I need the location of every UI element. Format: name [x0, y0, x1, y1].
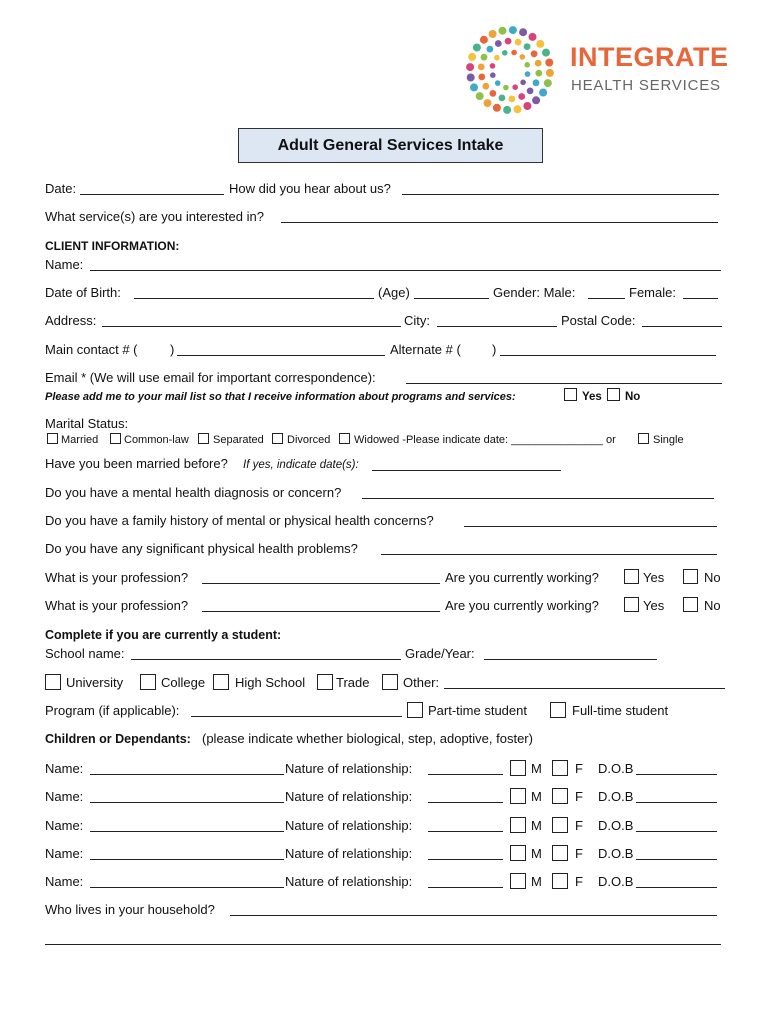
logo-dot: [493, 104, 501, 112]
logo-dot: [511, 50, 517, 56]
child-dob-label: D.O.B: [598, 846, 634, 861]
age-label: (Age): [378, 285, 410, 300]
part-time-label: Part-time student: [428, 703, 527, 718]
common-law-label: Common-law: [124, 434, 189, 446]
single-label: Single: [653, 434, 684, 446]
grade-field[interactable]: [484, 659, 657, 660]
household-field[interactable]: [230, 915, 717, 916]
college-label: College: [161, 675, 206, 690]
logo-dot: [495, 40, 502, 47]
gender-male-label: Gender: Male:: [493, 285, 576, 300]
logo-dot: [499, 27, 507, 35]
widowed-label: Widowed -Please indicate date: _______________ or: [354, 434, 616, 446]
school-name-field[interactable]: [131, 659, 401, 660]
divorced-label: Divorced: [287, 434, 331, 446]
mail-list-no-label: No: [625, 391, 641, 403]
logo-dot: [531, 50, 538, 57]
logo-dot: [527, 88, 534, 95]
child-male-checkbox-4[interactable]: [510, 845, 526, 861]
child-female-label: F: [575, 761, 583, 776]
mental-health-field[interactable]: [362, 498, 714, 499]
working-no-checkbox[interactable]: [683, 569, 698, 584]
child-male-checkbox-3[interactable]: [510, 817, 526, 833]
logo-dot: [519, 28, 527, 36]
logo-dot: [539, 89, 547, 97]
child-female-checkbox-2[interactable]: [552, 788, 568, 804]
child-female-checkbox-3[interactable]: [552, 817, 568, 833]
working-yes-checkbox-2[interactable]: [624, 597, 639, 612]
child-female-label: F: [575, 874, 583, 889]
physical-health-field[interactable]: [381, 554, 717, 555]
logo-dot: [483, 83, 490, 90]
postal-label: Postal Code:: [561, 313, 636, 328]
logo-dot: [484, 99, 492, 107]
married-before-field[interactable]: [372, 470, 561, 471]
child-dob-label: D.O.B: [598, 874, 634, 889]
working-no-label: No: [704, 570, 721, 585]
child-name-field-5[interactable]: [90, 887, 284, 888]
logo-dot: [502, 50, 508, 56]
child-relationship-field-2[interactable]: [428, 802, 503, 803]
grade-label: Grade/Year:: [405, 646, 475, 661]
married-before-label: Have you been married before?: [45, 456, 228, 471]
child-female-label: F: [575, 846, 583, 861]
child-dob-label: D.O.B: [598, 761, 634, 776]
date-label: Date:: [45, 181, 77, 196]
logo-dot: [512, 84, 518, 90]
address-field[interactable]: [102, 326, 401, 327]
logo-subtitle: HEALTH SERVICES: [571, 77, 721, 94]
logo-dot: [489, 30, 497, 38]
services-field[interactable]: [281, 222, 718, 223]
family-history-label: Do you have a family history of mental or physical health concerns?: [45, 513, 434, 528]
child-relationship-label: Nature of relationship:: [285, 818, 413, 833]
female-field[interactable]: [683, 298, 718, 299]
mail-list-yes-checkbox[interactable]: [564, 388, 577, 401]
marital-status-label: Marital Status:: [45, 416, 129, 431]
child-relationship-field-3[interactable]: [428, 831, 503, 832]
child-female-checkbox-1[interactable]: [552, 760, 568, 776]
city-label: City:: [404, 313, 430, 328]
dob-field[interactable]: [134, 298, 374, 299]
logo-dot: [520, 54, 526, 60]
mail-list-no-checkbox[interactable]: [607, 388, 620, 401]
logo-dot: [545, 59, 553, 67]
child-male-checkbox-5[interactable]: [510, 873, 526, 889]
married-before-note: If yes, indicate date(s):: [243, 459, 359, 471]
date-field[interactable]: [80, 194, 224, 195]
child-relationship-label: Nature of relationship:: [285, 846, 413, 861]
logo-dot: [487, 46, 494, 53]
logo-dot: [505, 38, 512, 45]
physical-health-label: Do you have any significant physical health problems?: [45, 541, 358, 556]
full-time-label: Full-time student: [572, 703, 669, 718]
other-label: Other:: [403, 675, 440, 690]
working-no-checkbox-2[interactable]: [683, 597, 698, 612]
child-relationship-label: Nature of relationship:: [285, 789, 413, 804]
logo-ring-icon: [462, 22, 558, 118]
child-female-checkbox-4[interactable]: [552, 845, 568, 861]
logo-dot: [478, 64, 485, 71]
logo-dot: [514, 105, 522, 113]
logo-dot: [529, 33, 537, 41]
high-school-checkbox[interactable]: [213, 674, 229, 690]
household-field-2[interactable]: [45, 944, 721, 945]
child-relationship-field-4[interactable]: [428, 859, 503, 860]
logo-dot: [515, 39, 522, 46]
trade-checkbox[interactable]: [317, 674, 333, 690]
trade-label: Trade: [336, 675, 370, 690]
logo-dot: [494, 55, 500, 61]
child-male-checkbox-2[interactable]: [510, 788, 526, 804]
profession-field[interactable]: [202, 583, 440, 584]
child-female-checkbox-5[interactable]: [552, 873, 568, 889]
logo-dot: [473, 44, 481, 52]
logo-dot: [481, 54, 488, 61]
address-label: Address:: [45, 313, 97, 328]
logo-dot: [525, 71, 531, 77]
logo-dot: [503, 106, 511, 114]
logo-dot: [499, 95, 506, 102]
logo-dot: [542, 49, 550, 57]
alternate-field[interactable]: [500, 355, 716, 356]
child-name-label: Name:: [45, 818, 84, 833]
widowed-checkbox[interactable]: [339, 433, 350, 444]
profession-field-2[interactable]: [202, 611, 440, 612]
logo-dot: [523, 102, 531, 110]
profession-label-2: What is your profession?: [45, 598, 189, 613]
high-school-label: High School: [235, 675, 306, 690]
child-name-label: Name:: [45, 846, 84, 861]
profession-label: What is your profession?: [45, 570, 189, 585]
child-dob-field-1[interactable]: [636, 774, 717, 775]
university-checkbox[interactable]: [45, 674, 61, 690]
logo-dot: [546, 69, 554, 77]
child-name-label: Name:: [45, 789, 84, 804]
child-male-label: M: [531, 846, 542, 861]
child-relationship-label: Nature of relationship:: [285, 761, 413, 776]
dob-label: Date of Birth:: [45, 285, 121, 300]
child-relationship-field-1[interactable]: [428, 774, 503, 775]
children-heading: Children or Dependants:: [45, 732, 191, 746]
child-dob-field-5[interactable]: [636, 887, 717, 888]
main-contact-label: Main contact # (: [45, 342, 138, 357]
logo-dot: [509, 26, 517, 34]
child-female-label: F: [575, 789, 583, 804]
logo-dot: [536, 40, 544, 48]
age-field[interactable]: [414, 298, 489, 299]
married-label: Married: [61, 434, 99, 446]
postal-field[interactable]: [642, 326, 722, 327]
household-label: Who lives in your household?: [45, 902, 215, 917]
mail-list-note: Please add me to your mail list so that I receive information about programs and services:: [45, 391, 516, 403]
working-label-2: Are you currently working?: [445, 598, 599, 613]
logo-dot: [480, 36, 488, 44]
full-time-checkbox[interactable]: [550, 702, 566, 718]
name-field[interactable]: [90, 270, 721, 271]
family-history-field[interactable]: [464, 526, 717, 527]
child-dob-label: D.O.B: [598, 818, 634, 833]
logo-dot: [495, 80, 501, 86]
college-checkbox[interactable]: [140, 674, 156, 690]
other-checkbox[interactable]: [382, 674, 398, 690]
mental-health-label: Do you have a mental health diagnosis or concern?: [45, 485, 342, 500]
child-name-field-2[interactable]: [90, 802, 284, 803]
child-dob-label: D.O.B: [598, 789, 634, 804]
working-no-label-2: No: [704, 598, 721, 613]
program-field[interactable]: [191, 716, 402, 717]
child-dob-field-2[interactable]: [636, 802, 717, 803]
logo-dot: [468, 53, 476, 61]
child-name-label: Name:: [45, 761, 84, 776]
client-info-heading: CLIENT INFORMATION:: [45, 239, 180, 253]
child-dob-field-3[interactable]: [636, 831, 717, 832]
logo-dot: [535, 70, 542, 77]
logo-wordmark: INTEGRATE: [570, 42, 729, 72]
logo-dot: [524, 43, 531, 50]
logo-dot: [533, 79, 540, 86]
city-field[interactable]: [437, 326, 557, 327]
logo-dot: [524, 62, 530, 68]
logo-dot: [490, 63, 496, 69]
child-male-label: M: [531, 818, 542, 833]
divorced-checkbox[interactable]: [272, 433, 283, 444]
part-time-checkbox[interactable]: [407, 702, 423, 718]
child-male-label: M: [531, 761, 542, 776]
services-label: What service(s) are you interested in?: [45, 209, 264, 224]
separated-label: Separated: [213, 434, 264, 446]
program-label: Program (if applicable):: [45, 703, 180, 718]
logo-dot: [466, 63, 474, 71]
logo-dot: [532, 96, 540, 104]
logo-dot: [520, 80, 526, 86]
children-note: (please indicate whether biological, step, adoptive, foster): [202, 731, 533, 746]
working-yes-label-2: Yes: [643, 598, 665, 613]
logo-dot: [470, 83, 478, 91]
mail-list-yes-label: Yes: [582, 391, 602, 403]
child-name-label: Name:: [45, 874, 84, 889]
child-name-field-4[interactable]: [90, 859, 284, 860]
form-title: Adult General Services Intake: [238, 128, 543, 163]
single-checkbox[interactable]: [638, 433, 649, 444]
school-name-label: School name:: [45, 646, 125, 661]
working-label: Are you currently working?: [445, 570, 599, 585]
university-label: University: [66, 675, 124, 690]
student-heading: Complete if you are currently a student:: [45, 628, 282, 642]
logo-dot: [518, 93, 525, 100]
female-label: Female:: [629, 285, 676, 300]
child-male-label: M: [531, 789, 542, 804]
logo-dot: [544, 79, 552, 87]
other-field[interactable]: [444, 688, 725, 689]
email-field[interactable]: [406, 383, 722, 384]
child-relationship-field-5[interactable]: [428, 887, 503, 888]
main-contact-close-paren: ): [170, 342, 175, 357]
child-name-field-3[interactable]: [90, 831, 284, 832]
child-relationship-label: Nature of relationship:: [285, 874, 413, 889]
common-law-checkbox[interactable]: [110, 433, 121, 444]
logo-dot: [490, 90, 497, 97]
logo-dot: [535, 60, 542, 67]
logo-dot: [509, 96, 516, 103]
separated-checkbox[interactable]: [198, 433, 209, 444]
email-label: Email * (We will use email for important correspondence):: [45, 370, 376, 385]
logo-dot: [490, 72, 496, 78]
logo-dot: [476, 92, 484, 100]
male-field[interactable]: [588, 298, 625, 299]
alternate-close-paren: ): [492, 342, 497, 357]
logo-dot: [478, 74, 485, 81]
child-male-checkbox-1[interactable]: [510, 760, 526, 776]
name-label: Name:: [45, 257, 84, 272]
child-female-label: F: [575, 818, 583, 833]
logo-dot: [467, 74, 475, 82]
logo-dot: [503, 85, 509, 91]
child-dob-field-4[interactable]: [636, 859, 717, 860]
child-male-label: M: [531, 874, 542, 889]
married-checkbox[interactable]: [47, 433, 58, 444]
working-yes-checkbox[interactable]: [624, 569, 639, 584]
hear-field[interactable]: [402, 194, 719, 195]
main-contact-field[interactable]: [177, 355, 385, 356]
child-name-field-1[interactable]: [90, 774, 284, 775]
hear-label: How did you hear about us?: [229, 181, 391, 196]
working-yes-label: Yes: [643, 570, 665, 585]
alternate-label: Alternate # (: [390, 342, 461, 357]
